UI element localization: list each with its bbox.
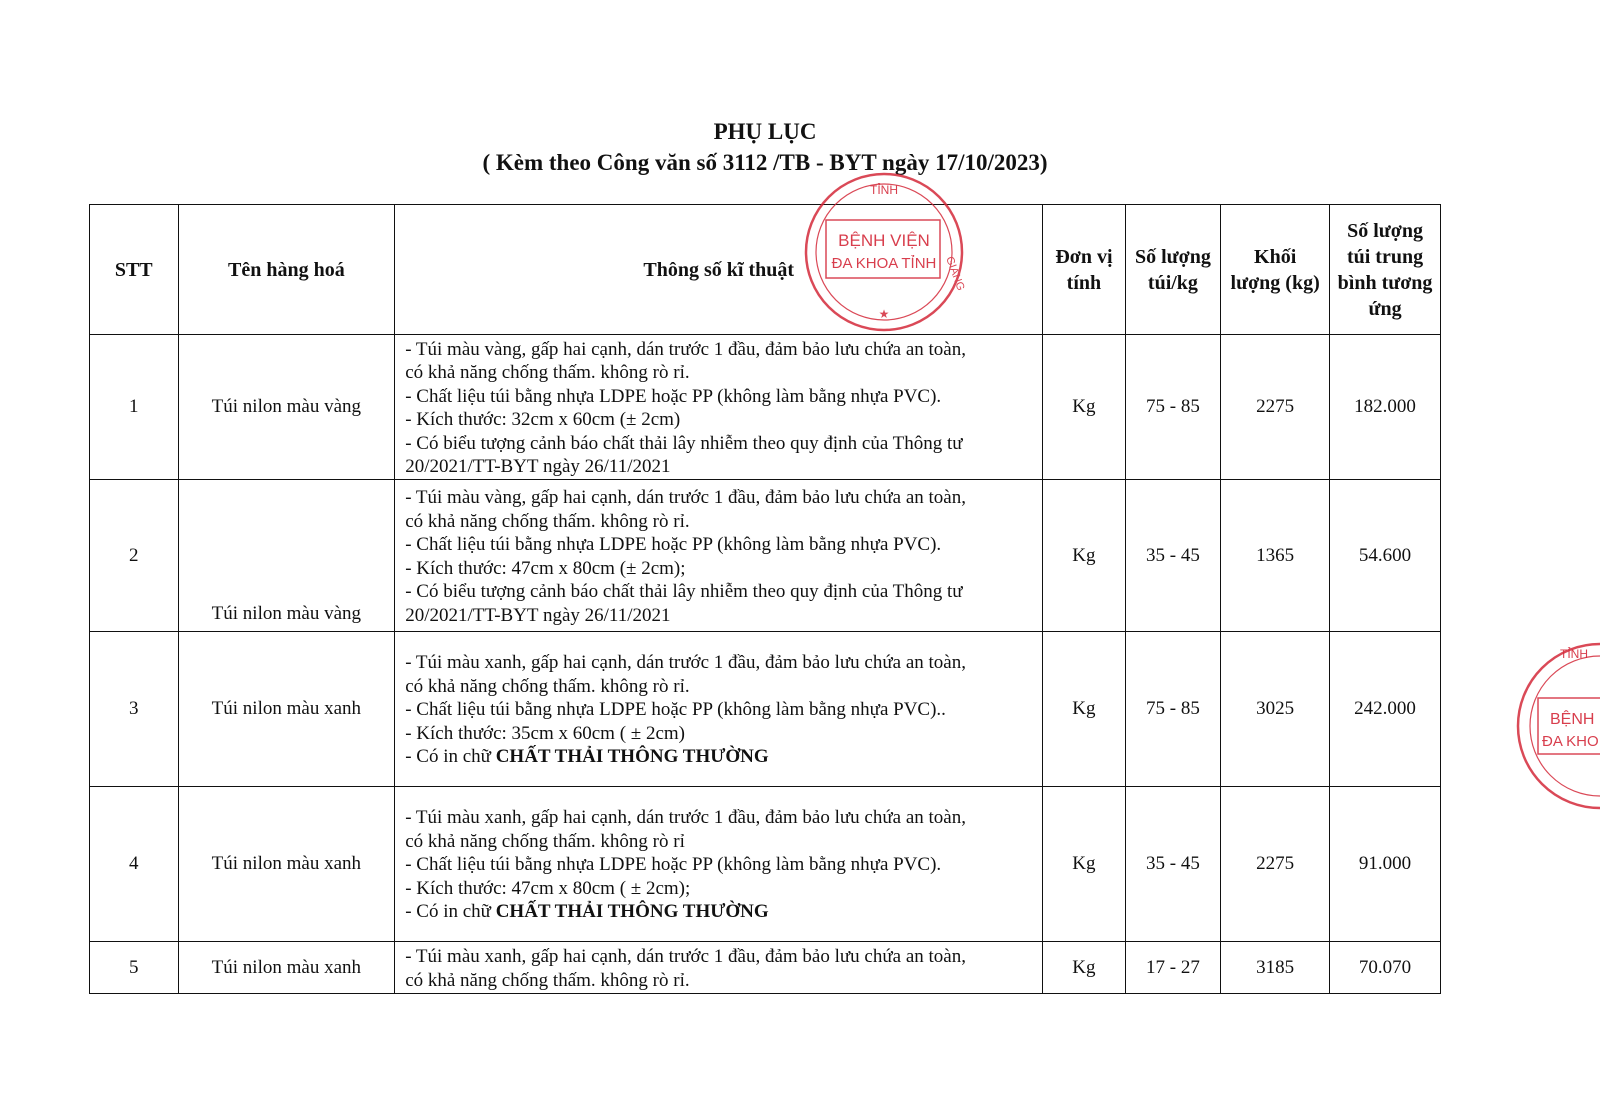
spec-line: - Túi màu xanh, gấp hai cạnh, dán trước 1 đầu, đảm bảo lưu chứa an toàn, [405,807,966,829]
spec-line: - Kích thước: 47cm x 80cm ( ± 2cm); [405,877,691,899]
cell-spec [395,787,1043,942]
spec-line: - Có biểu tượng cảnh báo chất thải lây nhiễm theo quy định của Thông tư [405,581,963,602]
cell-avg-bags: 70.070 [1330,942,1441,994]
cell-stt: 5 [90,942,179,994]
cell-spec [395,632,1043,787]
spec-print-label: CHẤT THẢI THÔNG THƯỜNG [495,901,769,923]
cell-weight: 3185 [1221,942,1330,994]
cell-unit: Kg [1043,480,1125,632]
column-header-name: Tên hàng hoá [178,205,395,335]
spec-line: - Kích thước: 35cm x 60cm ( ± 2cm) [405,722,686,744]
spec-line: - Chất liệu túi bằng nhựa LDPE hoặc PP (không làm bằng nhựa PVC). [405,534,942,555]
edge-seal-stamp [1508,636,1600,816]
spec-print-prefix: - Có in chữ [405,901,496,923]
column-header-spec: Thông số kĩ thuật [395,205,1043,335]
cell-bags-per-kg: 17 - 27 [1125,942,1221,994]
table-row [90,480,1441,632]
spec-line: - Túi màu xanh, gấp hai cạnh, dán trước 1 đầu, đảm bảo lưu chứa an toàn, [405,946,966,967]
cell-spec [395,480,1043,632]
spec-line: - Túi màu vàng, gấp hai cạnh, dán trước 1 đầu, đảm bảo lưu chứa an toàn, [405,338,966,360]
column-header-unit: Đơn vị tính [1043,205,1125,335]
spec-print-label: CHẤT THẢI THÔNG THƯỜNG [495,746,769,768]
seal-ring-text: TỈNH [870,183,898,197]
spec-line: - Túi màu vàng, gấp hai cạnh, dán trước 1 đầu, đảm bảo lưu chứa an toàn, [405,487,966,508]
column-header-stt: STT [90,205,179,335]
cell-avg-bags: 91.000 [1330,787,1441,942]
spec-line: - Chất liệu túi bằng nhựa LDPE hoặc PP (không làm bằng nhựa PVC).. [405,699,946,721]
cell-bags-per-kg: 75 - 85 [1125,335,1221,480]
edge-seal-line-2: ĐA KHO [1542,733,1599,750]
goods-table [89,204,1441,994]
cell-bags-per-kg: 35 - 45 [1125,787,1221,942]
spec-line: - Chất liệu túi bằng nhựa LDPE hoặc PP (không làm bằng nhựa PVC). [405,854,942,876]
cell-name: Túi nilon màu xanh [178,632,395,787]
column-header-weight: Khối lượng (kg) [1221,205,1330,335]
document-header [0,116,1530,178]
spec-line: 20/2021/TT-BYT ngày 26/11/2021 [405,456,671,477]
cell-weight: 3025 [1221,632,1330,787]
spec-line: 20/2021/TT-BYT ngày 26/11/2021 [405,604,671,626]
cell-name: Túi nilon màu xanh [178,942,395,994]
table-row [90,335,1441,480]
cell-name: Túi nilon màu xanh [178,787,395,942]
cell-unit: Kg [1043,335,1125,480]
cell-weight: 2275 [1221,787,1330,942]
table-header-row [90,205,1441,335]
cell-name: Túi nilon màu vàng [178,480,395,632]
spec-line: - Chất liệu túi bằng nhựa LDPE hoặc PP (không làm bằng nhựa PVC). [405,385,942,407]
cell-weight: 2275 [1221,335,1330,480]
spec-line: có khả năng chống thấm. không rò rỉ [405,830,685,852]
cell-stt: 4 [90,787,179,942]
edge-seal-shape [1518,644,1600,808]
column-header-avg-bags: Số lượng túi trung bình tương ứng [1330,205,1441,335]
cell-bags-per-kg: 75 - 85 [1125,632,1221,787]
cell-avg-bags: 182.000 [1330,335,1441,480]
cell-unit: Kg [1043,632,1125,787]
svg-text:★: ★ [878,307,890,321]
cell-avg-bags: 242.000 [1330,632,1441,787]
edge-seal-line-1: BỆNH [1550,711,1595,728]
spec-line: có khả năng chống thấm. không rò rỉ. [405,510,690,532]
svg-text:GIANG: GIANG [943,254,967,293]
spec-line: có khả năng chống thấm. không rò rỉ. [405,362,690,383]
cell-stt: 2 [90,480,179,632]
seal-line-1: BỆNH VIỆN [838,231,930,250]
page-subtitle: ( Kèm theo Công văn số 3112 /TB - BYT ngày 17/10/2023) [482,150,1048,175]
spec-line: - Kích thước: 47cm x 80cm (± 2cm); [405,557,686,579]
seal-line-2: ĐA KHOA TỈNH [831,255,937,272]
spec-line: có khả năng chống thấm. không rò rỉ. [405,675,690,697]
table-row [90,787,1441,942]
table-row [90,632,1441,787]
page-title: PHỤ LỤC [713,119,817,144]
edge-seal-ring-text: TỈNH [1560,647,1588,661]
cell-stt: 1 [90,335,179,480]
cell-bags-per-kg: 35 - 45 [1125,480,1221,632]
spec-line: có khả năng chống thấm. không rò rỉ. [405,969,690,991]
spec-print-prefix: - Có in chữ [405,746,496,768]
column-header-bags-per-kg: Số lượng túi/kg [1125,205,1221,335]
spec-line [405,900,1034,924]
cell-unit: Kg [1043,942,1125,994]
spec-line: - Túi màu xanh, gấp hai cạnh, dán trước 1 đầu, đảm bảo lưu chứa an toàn, [405,652,966,674]
spec-line: - Kích thước: 32cm x 60cm (± 2cm) [405,409,681,430]
cell-spec [395,942,1043,994]
cell-stt: 3 [90,632,179,787]
cell-spec [395,335,1043,480]
cell-name: Túi nilon màu vàng [178,335,395,480]
spec-line: - Có biểu tượng cảnh báo chất thải lây nhiễm theo quy định của Thông tư [405,432,963,454]
spec-line [405,745,1034,769]
cell-unit: Kg [1043,787,1125,942]
cell-weight: 1365 [1221,480,1330,632]
cell-avg-bags: 54.600 [1330,480,1441,632]
table-row [90,942,1441,994]
